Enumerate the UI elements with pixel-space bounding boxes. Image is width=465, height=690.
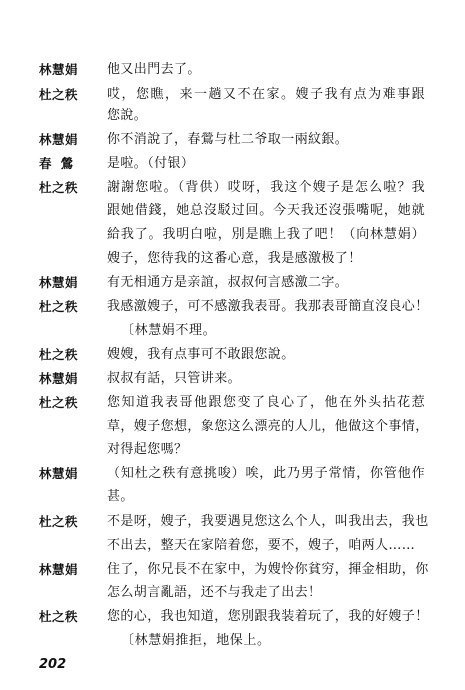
dialogue-text: 不出去，整天在家陪着您，要不，嫂子，咱两人…… bbox=[107, 538, 416, 553]
dialogue-text: 有无相通方是亲誼，叔叔何言感激二字。 bbox=[107, 275, 349, 290]
dialogue-text: 对得起您嗎？ bbox=[107, 442, 188, 457]
speaker-label: 林慧娟 bbox=[39, 562, 79, 577]
speaker-label: 杜之秩 bbox=[39, 395, 79, 410]
dialogue-text: 哎，您瞧，来一趟又不在家。嫂子我有点为难事跟 bbox=[107, 87, 425, 102]
dialogue-text: 是啦。（付银） bbox=[107, 156, 195, 171]
speaker-label: 林慧娟 bbox=[39, 466, 79, 481]
speaker-label: 杜之秩 bbox=[39, 87, 79, 102]
speaker-label: 杜之秩 bbox=[39, 514, 79, 529]
dialogue-text: （知杜之秩有意挑唆）唉，此乃男子常情，你管他作 bbox=[107, 466, 425, 481]
speaker-label: 杜之秩 bbox=[39, 609, 79, 624]
dialogue-text: 你不消說了，春鶯与杜二爷取一兩紋銀。 bbox=[107, 132, 349, 147]
dialogue-text: 甚。 bbox=[107, 489, 134, 504]
dialogue-text: 我感激嫂子，可不感激我表哥。我那表哥簡直沒良心！ bbox=[107, 299, 429, 314]
dialogue-text: 嫂嫂，我有点事可不敢跟您說。 bbox=[107, 347, 295, 362]
dialogue-text: 謝謝您啦。（背供）哎呀，我这个嫂子是怎么啦？我 bbox=[107, 180, 425, 195]
speaker-label: 林慧娟 bbox=[39, 275, 79, 290]
dialogue-text: 叔叔有話，只管讲来。 bbox=[107, 371, 242, 386]
dialogue-text: 他又出門去了。 bbox=[107, 62, 201, 77]
dialogue-text: 嫂子，您待我的这番心意，我是感激极了！ bbox=[107, 251, 362, 266]
speaker-label: 林慧娟 bbox=[39, 371, 79, 386]
speaker-label: 杜之秩 bbox=[39, 180, 79, 195]
speaker-label: 林慧娟 bbox=[39, 132, 79, 147]
stage-direction: 〔林慧娟不理。 bbox=[121, 323, 217, 338]
speaker-label: 杜之秩 bbox=[39, 299, 79, 314]
dialogue-text: 您知道我表哥他跟您变了良心了，他在外头拈花惹 bbox=[107, 395, 425, 410]
dialogue-text: 住了，你兄長不在家中，为嫂怜你貧穷，揮金相助，你 bbox=[107, 562, 429, 577]
dialogue-text: 不是呀，嫂子，我要遇見您这么个人，叫我出去，我也 bbox=[107, 514, 429, 529]
dialogue-text: 怎么胡言亂語，还不与我走了出去！ bbox=[107, 585, 322, 600]
dialogue-text: 您說。 bbox=[107, 108, 148, 123]
dialogue-text: 草，嫂子您想，象您这么漂亮的人儿，他做这个事情， bbox=[107, 419, 429, 434]
speaker-label: 杜之秩 bbox=[39, 347, 79, 362]
dialogue-text: 給我了。我明白啦，別是瞧上我了吧！（向林慧娟） bbox=[107, 227, 425, 242]
speaker-label: 春鶯 bbox=[39, 156, 83, 171]
speaker-label: 林慧娟 bbox=[39, 62, 79, 77]
dialogue-text: 跟她借錢，她总沒駁过回。今天我还沒張嘴呢，她就 bbox=[107, 203, 425, 218]
dialogue-text: 您的心，我也知道，您別跟我装着玩了，我的好嫂子！ bbox=[107, 609, 429, 624]
page-number: 202 bbox=[39, 657, 67, 672]
stage-direction: 〔林慧娟推拒，地保上。 bbox=[121, 633, 271, 648]
